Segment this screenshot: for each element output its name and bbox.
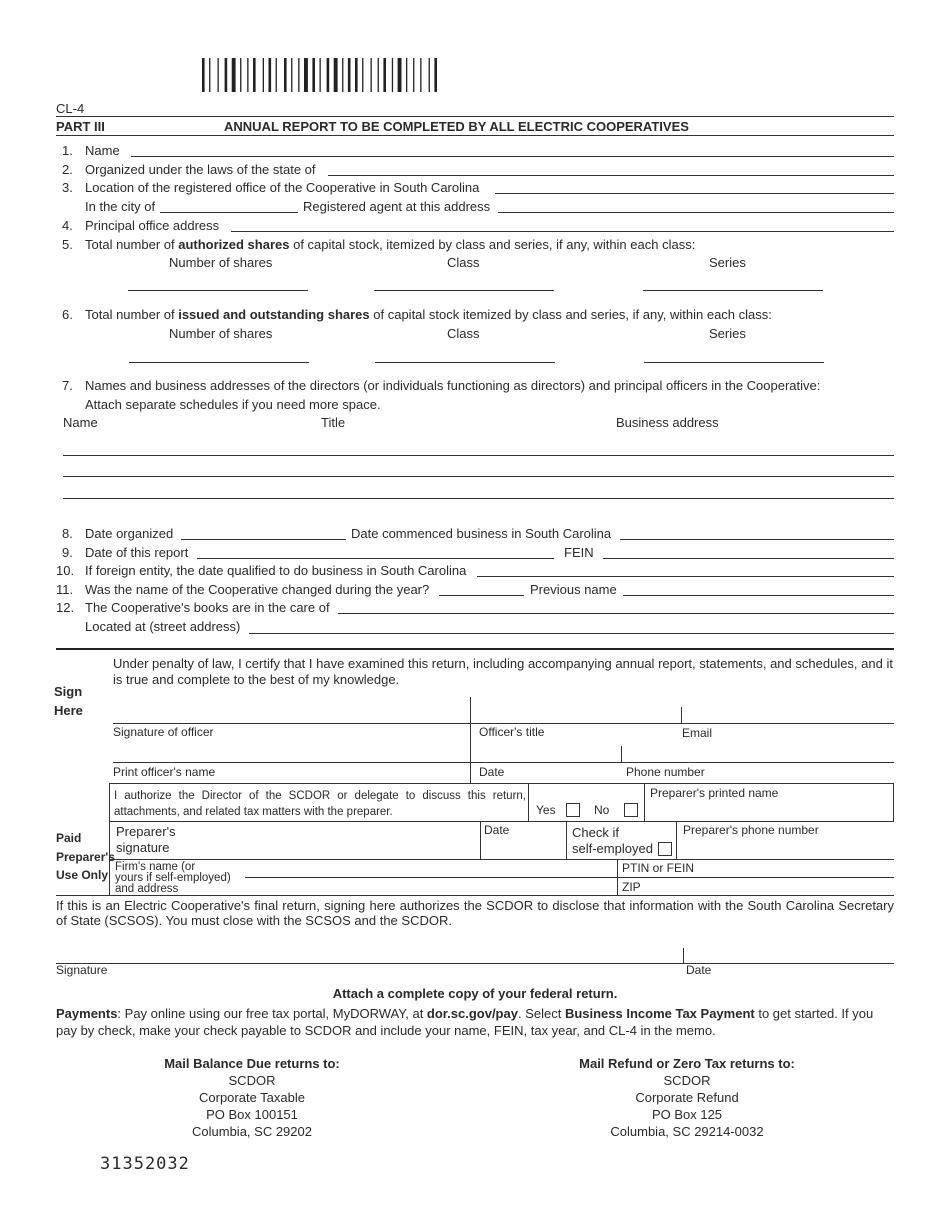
authorize-rule-top (109, 783, 894, 784)
col-series: Series (709, 326, 746, 341)
form-id: CL-4 (56, 101, 85, 116)
preparer-signature-label: Preparer's (116, 824, 176, 839)
header-rule-top (56, 116, 894, 117)
here-label: Here (54, 703, 83, 718)
foreign-entity-field[interactable] (477, 576, 894, 577)
header-rule-bottom (56, 135, 894, 136)
ptin-label: PTIN or FEIN (622, 861, 695, 875)
email-label: Email (682, 726, 713, 740)
report-date-field[interactable] (197, 558, 554, 559)
directors-row-2[interactable] (63, 476, 894, 477)
registered-agent-field[interactable] (498, 212, 894, 213)
preparer-signature-label-2: signature (116, 840, 170, 855)
firm-name-label: Firm's name (or (115, 861, 196, 873)
self-employed-divider (566, 821, 567, 859)
books-address-label: Located at (street address) (85, 619, 241, 634)
final-date-divider (683, 948, 684, 963)
col-number-of-shares: Number of shares (169, 326, 273, 341)
phone-divider (621, 746, 622, 762)
previous-name-label: Previous name (530, 582, 617, 597)
paid-label: Paid (56, 831, 82, 845)
name-changed-field[interactable] (439, 595, 524, 596)
col-class: Class (447, 255, 480, 270)
issued-class-field[interactable] (375, 362, 555, 363)
line-number: 3. (62, 180, 73, 195)
city-label: In the city of (85, 199, 156, 214)
fein-field[interactable] (603, 558, 894, 559)
mail-balance-due-heading: Mail Balance Due returns to: (164, 1056, 340, 1071)
address-line: PO Box 100151 (206, 1107, 298, 1122)
line-number: 7. (62, 378, 73, 393)
paid-left-border (109, 821, 110, 895)
books-care-label: The Cooperative's books are in the care of (85, 600, 330, 615)
address-line: Columbia, SC 29214-0032 (610, 1124, 764, 1139)
authorized-series-field[interactable] (643, 290, 823, 291)
final-signature-field[interactable] (56, 963, 894, 964)
foreign-entity-label: If foreign entity, the date qualified to do business in South Carolina (85, 563, 467, 578)
line-number: 1. (62, 143, 73, 158)
attach-federal-return-note: Attach a complete copy of your federal return. (332, 986, 618, 1001)
issued-shares-field[interactable] (129, 362, 309, 363)
date-commenced-label: Date commenced business in South Carolina (351, 526, 612, 541)
payments-link[interactable]: dor.sc.gov/pay (426, 1006, 518, 1021)
no-label: No (594, 803, 610, 817)
registered-office-field[interactable] (495, 193, 894, 194)
paid-section-rule-bottom (56, 895, 894, 896)
preparer-date-label: Date (484, 823, 510, 837)
sign-divider (470, 697, 471, 783)
preparers-label: Preparer's (56, 850, 115, 864)
line-number: 12. (56, 600, 75, 615)
principal-office-label: Principal office address (85, 218, 220, 233)
registered-office-label: Location of the registered office of the Cooperative in South Carolina (85, 180, 480, 195)
preparer-phone-label: Preparer's phone number (683, 823, 819, 837)
authorize-left-border (109, 783, 110, 821)
sign-section-rule (56, 648, 894, 650)
authorized-class-field[interactable] (374, 290, 554, 291)
authorized-shares-field[interactable] (128, 290, 308, 291)
no-checkbox[interactable] (624, 803, 638, 817)
col-series: Series (709, 255, 746, 270)
officer-title-label: Officer's title (479, 725, 545, 739)
self-employed-checkbox[interactable] (658, 842, 672, 856)
prep-phone-divider (676, 821, 677, 859)
officer-signature-field[interactable] (113, 723, 894, 724)
date-commenced-field[interactable] (620, 539, 894, 540)
address-line: Corporate Refund (635, 1090, 739, 1105)
part-title: ANNUAL REPORT TO BE COMPLETED BY ALL ELECTRIC COOPERATIVES (224, 119, 689, 134)
yes-checkbox[interactable] (566, 803, 580, 817)
mail-refund-block (537, 1055, 837, 1140)
name-field[interactable] (131, 156, 894, 157)
books-address-field[interactable] (249, 633, 894, 634)
prep-date-divider (480, 821, 481, 859)
print-name-label: Print officer's name (113, 765, 216, 779)
preparer-printed-name-label: Preparer's printed name (650, 786, 779, 800)
form-code: 31352032 (100, 1154, 190, 1174)
use-only-label: Use Only (56, 868, 109, 882)
zip-label: ZIP (622, 880, 641, 894)
line-number: 6. (62, 307, 73, 322)
self-employed-label: self-employed (572, 841, 653, 856)
firm-name-label-2: yours if self-employed) (115, 872, 231, 884)
directors-label: Names and business addresses of the directors (or individuals functioning as directors) and principal officers in the Cooperative: (85, 378, 821, 393)
check-if-label: Check if (572, 825, 619, 840)
city-field[interactable] (160, 212, 298, 213)
officer-signature-label: Signature of officer (113, 725, 214, 739)
line-number: 5. (62, 237, 73, 252)
col-class: Class (447, 326, 480, 341)
previous-name-field[interactable] (623, 595, 894, 596)
line-number: 4. (62, 218, 73, 233)
line-number: 11. (56, 582, 74, 597)
print-name-field[interactable] (113, 762, 894, 763)
col-number-of-shares: Number of shares (169, 255, 273, 270)
date-organized-label: Date organized (85, 526, 174, 541)
mail-refund-heading: Mail Refund or Zero Tax returns to: (579, 1056, 795, 1071)
principal-office-field[interactable] (231, 231, 894, 232)
col-name: Name (63, 415, 98, 430)
firm-address-label: and address (115, 883, 179, 895)
authorize-right-border (893, 783, 894, 821)
line-number: 2. (62, 162, 73, 177)
line-number: 9. (62, 545, 73, 560)
line-number: 8. (62, 526, 73, 541)
authorize-statement: I authorize the Director of the SCDOR or delegate to discuss this return, attachments, and related tax matters with the preparer. (114, 790, 526, 818)
line-number: 10. (56, 563, 75, 578)
ptin-divider (617, 859, 618, 895)
date-label: Date (479, 765, 505, 779)
col-business-address: Business address (616, 415, 719, 430)
issued-series-field[interactable] (644, 362, 824, 363)
phone-label: Phone number (626, 765, 705, 779)
directors-row-1[interactable] (63, 455, 894, 456)
part-label: PART III (56, 119, 105, 134)
books-care-field[interactable] (338, 613, 894, 614)
directors-row-3[interactable] (63, 498, 894, 499)
barcode-image (200, 58, 470, 92)
registered-agent-label: Registered agent at this address (303, 199, 491, 214)
authorized-shares-label: Total number of authorized shares of capital stock, itemized by class and series, if any, within each class: (85, 237, 696, 252)
yes-label: Yes (536, 803, 556, 817)
issued-shares-label: Total number of issued and outstanding shares of capital stock itemized by class and series, if any, within each class: (85, 307, 772, 322)
final-signature-label: Signature (56, 963, 108, 977)
penalty-statement: Under penalty of law, I certify that I have examined this return, including accompanying annual report, statements, and schedules, and it is true and complete to the best of my knowledge. (113, 656, 893, 687)
payments-paragraph: Payments: Pay online using our free tax portal, MyDORWAY, at dor.sc.gov/pay. Select Business Income Tax Payment to get started. If you pay by check, make your check payable to SCDOR and include your name, FEIN, tax year, and CL-4 in the memo. (56, 1006, 874, 1038)
fein-label: FEIN (564, 545, 594, 560)
preparer-signature-field[interactable] (109, 859, 894, 860)
date-organized-field[interactable] (181, 539, 346, 540)
organized-state-label: Organized under the laws of the state of (85, 162, 316, 177)
final-date-label: Date (686, 963, 712, 977)
final-return-statement: If this is an Electric Cooperative's final return, signing here authorizes the SCDOR to disclose that information with the South Carolina Secretary of State (SCSOS). You must close with the SCSOS and the SCDOR. (56, 898, 894, 928)
authorize-rule-bottom (109, 821, 894, 822)
mail-balance-due-block (112, 1055, 392, 1140)
col-title: Title (321, 415, 346, 430)
preparer-name-divider (644, 783, 645, 821)
address-line: Columbia, SC 29202 (192, 1124, 312, 1139)
firm-name-field[interactable] (245, 877, 894, 878)
address-line: Corporate Taxable (199, 1090, 305, 1105)
address-line: SCDOR (663, 1073, 711, 1088)
name-label: Name (85, 143, 120, 158)
address-line: PO Box 125 (651, 1107, 723, 1122)
email-divider (681, 707, 682, 723)
report-date-label: Date of this report (85, 545, 189, 560)
name-changed-label: Was the name of the Cooperative changed during the year? (85, 582, 430, 597)
directors-note: Attach separate schedules if you need more space. (85, 397, 381, 412)
yes-no-divider (528, 783, 529, 821)
organized-state-field[interactable] (328, 175, 894, 176)
address-line: SCDOR (228, 1073, 276, 1088)
sign-label: Sign (54, 684, 83, 699)
